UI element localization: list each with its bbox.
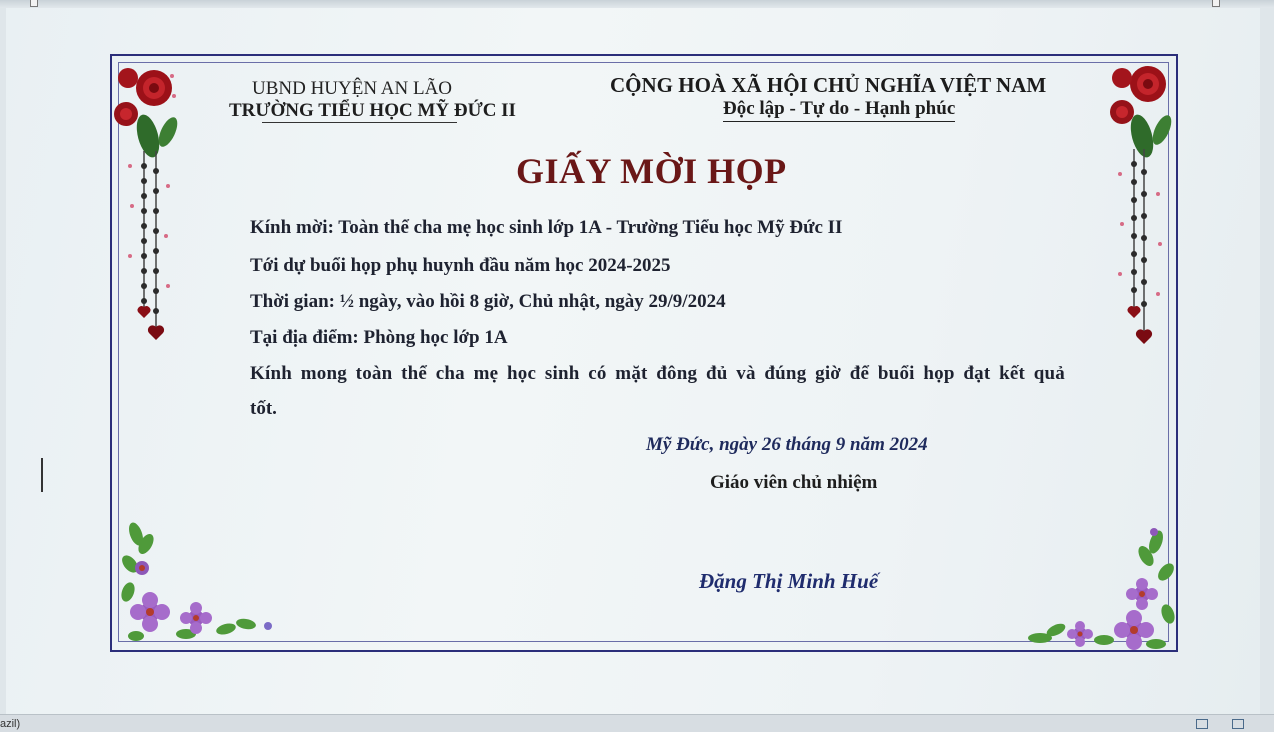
document-title: GIẤY MỜI HỌP: [516, 151, 787, 191]
rose-decoration-top-right: [1100, 54, 1180, 354]
rose-icon: [1110, 66, 1175, 160]
date-line: Mỹ Đức, ngày 26 tháng 9 năm 2024: [646, 434, 928, 455]
purpose-line: Tới dự buổi họp phụ huynh đầu năm học 2024-2025: [250, 255, 671, 276]
heart-icon: [138, 306, 151, 318]
ruler-marker[interactable]: [30, 0, 38, 7]
place-line: Tại địa điểm: Phòng học lớp 1A: [250, 327, 508, 348]
ruler-marker-right[interactable]: [1212, 0, 1220, 7]
agency-name: UBND HUYỆN AN LÃO: [252, 78, 453, 99]
invite-line: Kính mời: Toàn thể cha mẹ học sinh lớp 1A - Trường Tiểu học Mỹ Đức II: [250, 217, 843, 238]
rose-decoration-top-left: [108, 56, 188, 356]
flower-decoration-bottom-left: [116, 514, 286, 654]
print-layout-icon[interactable]: [1232, 719, 1244, 729]
time-line: Thời gian: ½ ngày, vào hồi 8 giờ, Chủ nhật, ngày 29/9/2024: [250, 291, 726, 312]
margin-mark: [41, 458, 43, 492]
flower-icon: [1067, 621, 1093, 647]
signer-role: Giáo viên chủ nhiệm: [710, 472, 878, 493]
school-name: TRƯỜNG TIỂU HỌC MỸ ĐỨC II: [229, 100, 516, 121]
school-underline: [262, 122, 457, 123]
window-top-strip: [0, 0, 1274, 8]
heart-icon: [1136, 329, 1152, 344]
status-text: azil): [0, 718, 21, 730]
national-motto: Độc lập - Tự do - Hạnh phúc: [723, 98, 955, 122]
flower-icon: [130, 592, 170, 632]
flower-icon: [1126, 578, 1158, 610]
read-mode-icon[interactable]: [1196, 719, 1208, 729]
signer-name: Đặng Thị Minh Huế: [699, 569, 879, 593]
status-bar: [0, 714, 1274, 732]
heart-icon: [1128, 306, 1141, 318]
request-line-2: tốt.: [250, 398, 277, 419]
request-line-1: Kính mong toàn thể cha mẹ học sinh có mặt đông đủ và đúng giờ để buổi họp đạt kết quả: [250, 363, 1065, 384]
flower-decoration-bottom-right: [1016, 522, 1186, 656]
national-title: CỘNG HOÀ XÃ HỘI CHỦ NGHĨA VIỆT NAM: [610, 73, 1047, 97]
heart-icon: [148, 325, 164, 340]
rose-icon: [114, 68, 181, 160]
flower-icon: [135, 561, 149, 575]
